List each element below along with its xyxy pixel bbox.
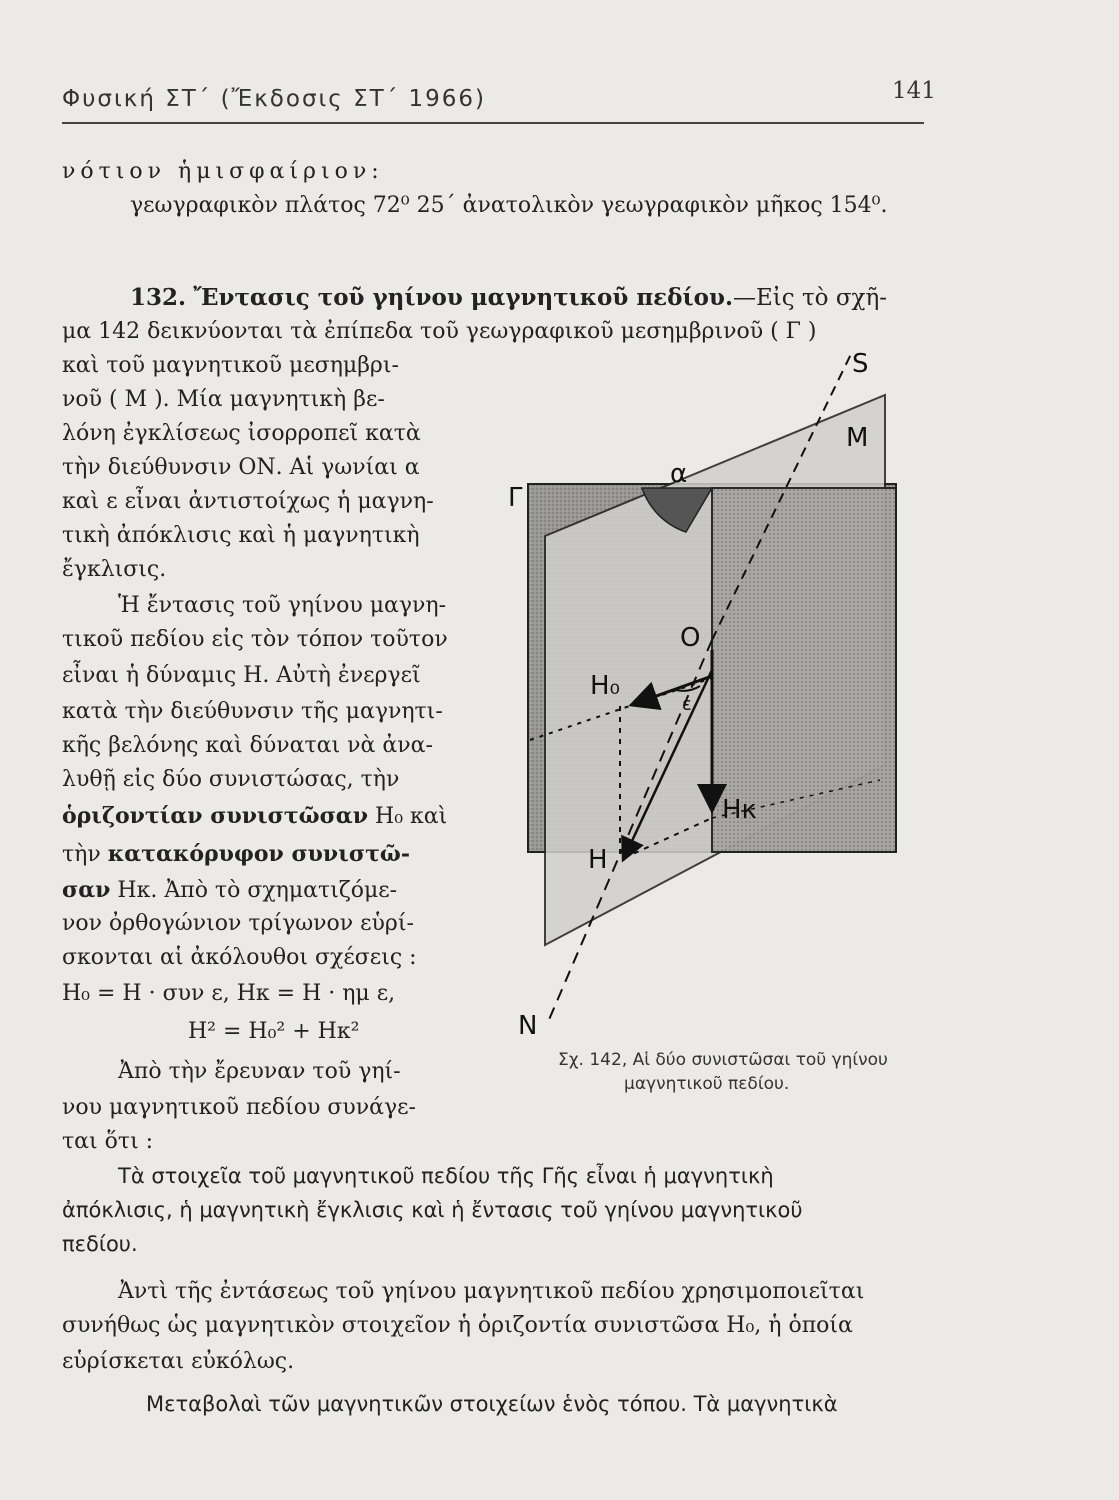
left-line-5: καὶ ε εἶναι ἀντιστοίχως ἡ μαγνη- (62, 489, 434, 514)
p2-line-3: εὑρίσκεται εὐκόλως. (62, 1349, 295, 1374)
formula-2: Η² = Η₀² + Ηκ² (188, 1019, 360, 1044)
label-Hk: Hκ (722, 795, 757, 825)
section-line-2: μα 142 δεικνύονται τὰ ἐπίπεδα τοῦ γεωγραφικοῦ μεσημβρινοῦ ( Γ ) (62, 319, 817, 344)
label-N: N (518, 1011, 538, 1041)
left3-line-3: ται ὅτι : (62, 1129, 154, 1154)
label-S: S (852, 349, 869, 379)
bold-term-horizontal: ὁριζοντίαν συνιστῶσαν (62, 803, 369, 829)
left-line-8: Ἡ ἔντασις τοῦ γηίνου μαγνη- (118, 593, 447, 618)
left2-line-2: σκονται αἱ ἀκόλουθοι σχέσεις : (62, 945, 417, 970)
left-line-13: λυθῇ εἰς δύο συνιστώσας, τὴν (62, 767, 400, 792)
figure-caption-2: μαγνητικοῦ πεδίου. (624, 1074, 790, 1094)
bold-term-vertical-end: σαν (62, 877, 111, 903)
left-line-6: τικὴ ἀπόκλισις καὶ ἡ μαγνητικὴ (62, 523, 420, 548)
p1-line-3: πεδίου. (62, 1232, 138, 1256)
p3-line-1: Μεταβολαὶ τῶν μαγνητικῶν στοιχείων ἑνὸς τόπου. Τὰ μαγνητικὰ (146, 1392, 838, 1416)
left-line-2: νοῦ ( Μ ). Μία μαγνητικὴ βε- (62, 387, 385, 412)
label-G: Γ (508, 483, 523, 513)
section-head-rest: —Εἰς τὸ σχῆ- (732, 285, 888, 311)
left3-line-2: νου μαγνητικοῦ πεδίου συνάγε- (62, 1095, 416, 1120)
bold-term-vertical: κατακόρυφον συνιστῶ- (107, 841, 410, 867)
page-number: 141 (892, 78, 936, 104)
left3-line-1: Ἀπὸ τὴν ἔρευναν τοῦ γηί- (118, 1059, 401, 1084)
left-line-3: λόνη ἐγκλίσεως ἰσορροπεῖ κατὰ (62, 421, 421, 446)
label-H: H (588, 845, 608, 875)
bold-line-2-pre: τὴν (62, 842, 101, 867)
label-O: O (680, 623, 701, 653)
left-line-10: εἶναι ἡ δύναμις Η. Αὐτὴ ἐνεργεῖ (62, 663, 421, 688)
label-alpha: α (670, 459, 688, 489)
intro-line-2: γεωγραφικὸν πλάτος 72⁰ 25΄ ἀνατολικὸν γεωγραφικὸν μῆκος 154⁰. (130, 193, 888, 218)
p1-line-1: Τὰ στοιχεῖα τοῦ μαγνητικοῦ πεδίου τῆς Γῆς εἶναι ἡ μαγνητικὴ (118, 1164, 774, 1188)
section-title: Ἔντασις τοῦ γηίνου μαγνητικοῦ πεδίου. (193, 284, 733, 311)
running-header: Φυσική ΣΤ΄ (Ἔκδοσις ΣΤ΄ 1966) (62, 86, 487, 112)
figure-caption-1: Σχ. 142, Αἱ δύο συνιστῶσαι τοῦ γηίνου (558, 1050, 888, 1070)
label-M: M (846, 423, 869, 453)
intro-line-1: νότιον ἡμισφαίριον: (62, 159, 384, 184)
bold-line-1-rest: Η₀ καὶ (375, 804, 448, 829)
p2-line-1: Ἀντὶ τῆς ἐντάσεως τοῦ γηίνου μαγνητικοῦ πεδίου χρησιμοποιεῖται (118, 1279, 865, 1304)
left-line-4: τὴν διεύθυνσιν ΟΝ. Αἱ γωνίαι α (62, 455, 420, 480)
left-line-9: τικοῦ πεδίου εἰς τὸν τόπον τοῦτον (62, 627, 448, 652)
left2-line-1: νον ὀρθογώνιον τρίγωνον εὑρί- (62, 911, 414, 936)
left-line-7: ἔγκλισις. (62, 557, 167, 582)
p2-line-2: συνήθως ὡς μαγνητικὸν στοιχεῖον ἡ ὁριζοντία συνιστῶσα Η₀, ἡ ὁποία (62, 1313, 853, 1338)
formula-1: Η₀ = Η · συν ε, Ηκ = Η · ημ ε, (62, 981, 396, 1006)
label-H0: H₀ (590, 671, 620, 701)
section-number: 132. (130, 284, 187, 311)
left-line-12: κῆς βελόνης καὶ δύναται νὰ ἀνα- (62, 733, 433, 758)
left-line-1: καὶ τοῦ μαγνητικοῦ μεσημβρι- (62, 353, 399, 378)
bold-line-3-rest: Ηκ. Ἀπὸ τὸ σχηματιζόμε- (117, 878, 398, 903)
label-epsilon: ε (682, 694, 692, 715)
left-line-11: κατὰ τὴν διεύθυνσιν τῆς μαγνητι- (62, 699, 443, 724)
p1-line-2: ἀπόκλισις, ἡ μαγνητικὴ ἔγκλισις καὶ ἡ ἔντασις τοῦ γηίνου μαγνητικοῦ (62, 1198, 803, 1222)
